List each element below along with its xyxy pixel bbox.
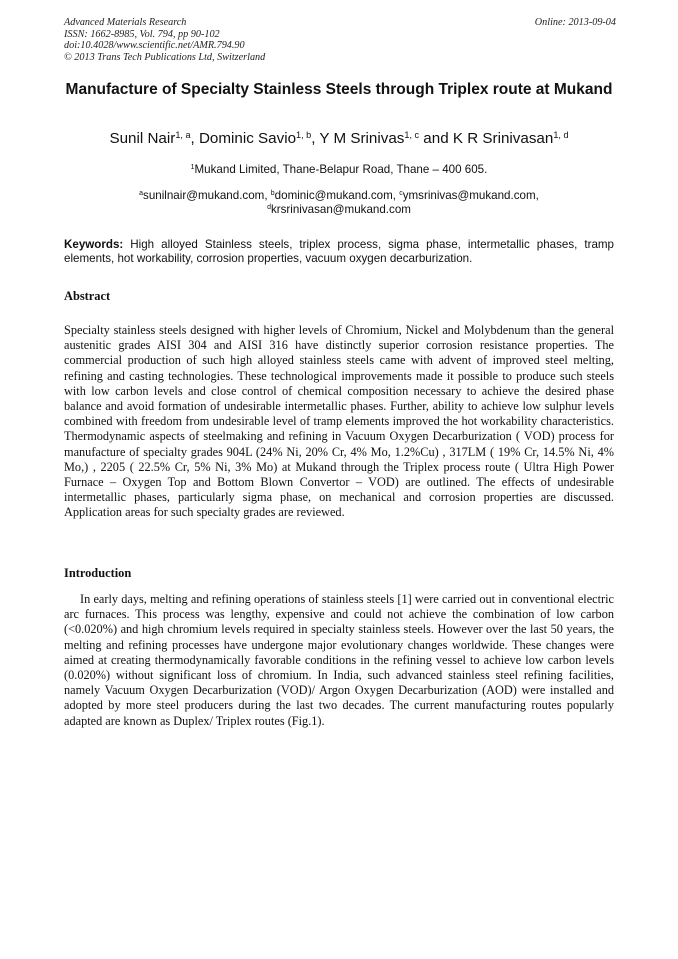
- abstract-heading: Abstract: [64, 289, 111, 303]
- author-affil-sup: 1, a: [175, 129, 191, 140]
- journal-header: [64, 17, 616, 63]
- introduction-text: In early days, melting and refining operations of stainless steels [1] were carried out in conventional electric arc furnaces. This process was lengthy, expensive and could not achieve the combination of low carbon (<0.020%) and high chromium levels required in specialty stainless steels. However over the last 50 years, the melting and refining processes have undergone major evolutionary changes worldwide. These changes were aimed at creating thermodynamically favorable conditions in the refining vessel to achieve low carbon levels (0.020%) without significant loss of chromium. In India, such advanced stainless steel refining facilities, namely Vacuum Oxygen Decarburization (VOD)/ Argon Oxygen Decarburization (AOD) were installed and adopted by more steel producers during the last two decades. The current manufacturing routes popularly adapted are known as Duplex/ Triplex routes (Fig.1).: [64, 592, 614, 728]
- keywords-text: High alloyed Stainless steels, triplex process, sigma phase, intermetallic phases, tramp elements, hot workability, corrosion properties, vacuum oxygen decarburization.: [64, 238, 614, 266]
- email-sup: d: [267, 204, 271, 212]
- author-name: Dominic Savio: [198, 130, 297, 147]
- email-separator: ,: [392, 189, 400, 202]
- paper-title: Manufacture of Specialty Stainless Steels through Triplex route at Mukand: [65, 81, 613, 98]
- email-address[interactable]: krsrinivasan@mukand.com: [270, 203, 411, 216]
- author-name: Y M Srinivas: [319, 130, 405, 147]
- email-address[interactable]: sunilnair@mukand.com: [143, 189, 265, 202]
- email-address[interactable]: ymsrinivas@mukand.com: [402, 189, 536, 202]
- author-separator: ,: [311, 130, 320, 147]
- author-separator: and: [419, 130, 453, 147]
- affiliation-text: Mukand Limited, Thane-Belapur Road, Thane – 400 605.: [194, 163, 488, 176]
- issn-line: ISSN: 1662-8985, Vol. 794, pp 90-102: [64, 28, 220, 40]
- author-separator: ,: [190, 130, 199, 147]
- email-sup: c: [399, 190, 403, 198]
- author-affil-sup: 1, c: [404, 129, 420, 140]
- email-sup: b: [270, 190, 275, 198]
- online-date: Online: 2013-09-04: [534, 17, 616, 28]
- affiliation-sup: 1: [190, 164, 195, 172]
- author-list: [64, 129, 614, 149]
- author-affil-sup: 1, b: [296, 129, 312, 140]
- email-address[interactable]: dominic@mukand.com: [274, 189, 393, 202]
- introduction-heading: Introduction: [64, 566, 132, 580]
- email-separator: ,: [535, 189, 539, 202]
- email-sup: a: [139, 190, 144, 198]
- email-separator: ,: [264, 189, 271, 202]
- copyright-line: © 2013 Trans Tech Publications Ltd, Switzerland: [64, 51, 266, 63]
- affiliation: [64, 162, 614, 177]
- author-name: Sunil Nair: [109, 130, 176, 147]
- journal-name: Advanced Materials Research: [64, 17, 187, 28]
- author-affil-sup: 1, d: [553, 129, 569, 140]
- keywords: [64, 238, 614, 267]
- author-name: K R Srinivasan: [452, 130, 554, 147]
- keywords-label: Keywords:: [64, 238, 124, 251]
- doi-line: doi:10.4028/www.scientific.net/AMR.794.90: [64, 40, 245, 52]
- abstract-text: Specialty stainless steels designed with higher levels of Chromium, Nickel and Molybdenum than the general austenitic grades AISI 304 and AISI 316 have distinctly superior corrosion resistance properties. The commercial production of such high alloyed stainless steels came with advent of improved steel melting, refining and casting technologies. These technological improvements made it possible to produce such steels with low carbon levels and close control of chemical composition necessary to achieve the desired phase balance and avoid formation of undesirable intermetallic phases. Further, ability to achieve low sulphur levels combined with freedom from undesirable level of tramp elements improved the hot workability characteristics. Thermodynamic aspects of steelmaking and refining in Vacuum Oxygen Decarburization ( VOD) process for manufacture of specialty grades 904L (24% Ni, 20% Cr, 4% Mo, 1.2%Cu) , 317LM ( 19% Cr, 14.5% Ni, 4% Mo,) , 2205 ( 22.5% Cr, 5% Ni, 3% Mo) at Mukand through the Triplex process route ( Ultra High Power Furnace – Oxygen Top and Bottom Blown Convertor – VOD) are outlined. The effects of undesirable intermetallic phases, particularly sigma phase, on mechanical and corrosion properties are discussed. Application areas for such specialty grades are reviewed.: [64, 323, 614, 520]
- email-list: [64, 189, 614, 217]
